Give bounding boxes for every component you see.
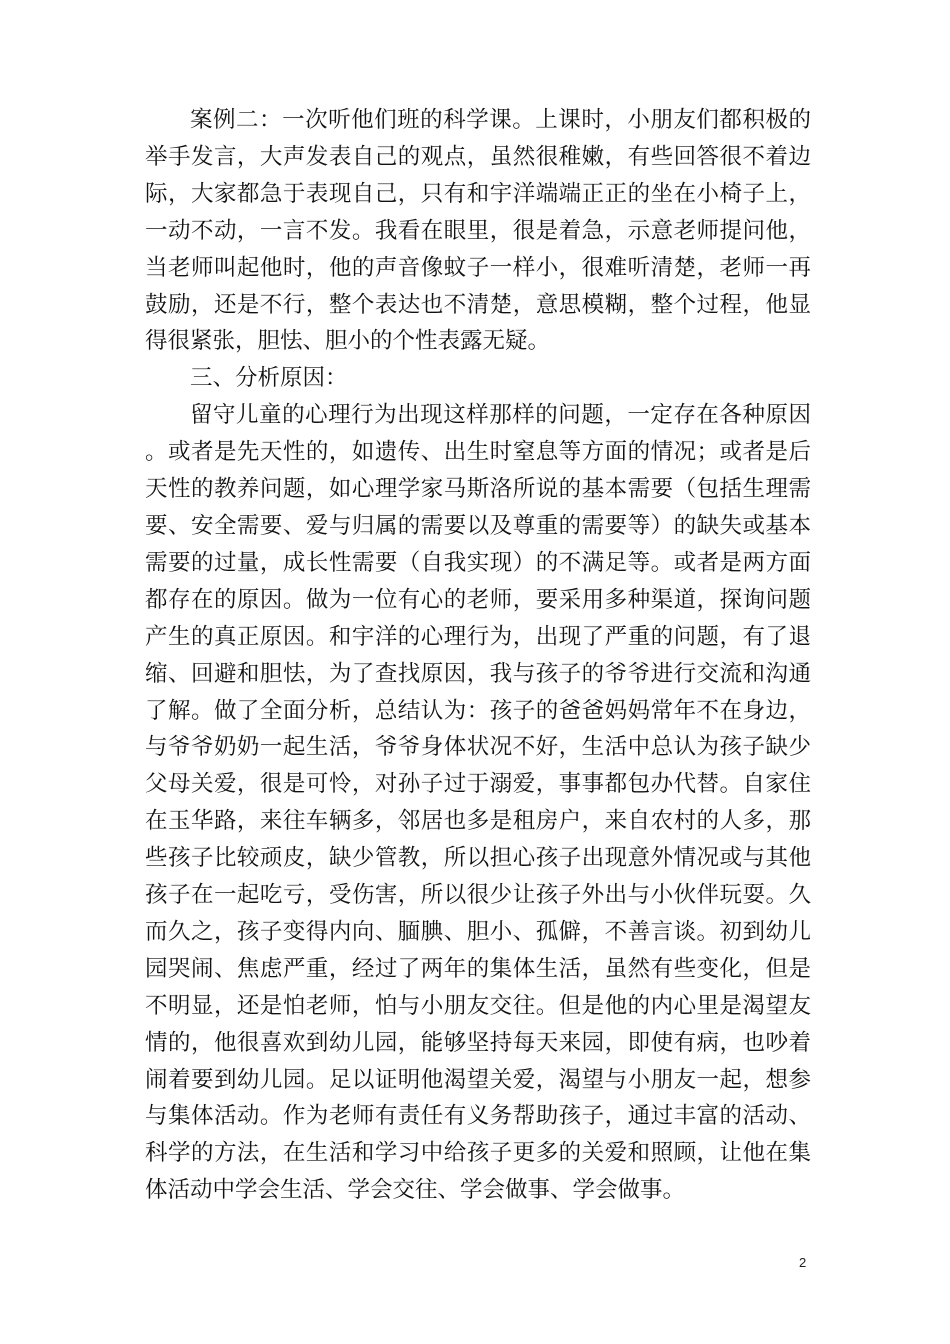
document-page xyxy=(145,102,811,1209)
page-number: 2 xyxy=(799,1255,807,1270)
case-two-paragraph: 案例二：一次听他们班的科学课。上课时，小朋友们都积极的举手发言，大声发表自己的观点，虽然很稚嫩，有些回答很不着边际，大家都急于表现自己，只有和宇洋端端正正的坐在小椅子上，一动不动，一言不发。我看在眼里，很是着急，示意老师提问他，当老师叫起他时，他的声音像蚊子一样小，很难听清楚，老师一再鼓励，还是不行，整个表达也不清楚，意思模糊，整个过程，他显得很紧张，胆怯、胆小的个性表露无疑。 xyxy=(145,107,811,355)
analysis-paragraph: 留守儿童的心理行为出现这样那样的问题，一定存在各种原因。或者是先天性的，如遗传、出生时窒息等方面的情况；或者是后天性的教养问题，如心理学家马斯洛所说的基本需要（包括生理需要、安全需要、爱与归属的需要以及尊重的需要等）的缺失或基本需要的过量，成长性需要（自我实现）的不满足等。或者是两方面都存在的原因。做为一位有心的老师，要采用多种渠道，探询问题产生的真正原因。和宇洋的心理行为，出现了严重的问题，有了退缩、回避和胆怯，为了查找原因，我与孩子的爷爷进行交流和沟通了解。做了全面分析，总结认为：孩子的爸爸妈妈常年不在身边，与爷爷奶奶一起生活，爷爷身体状况不好，生活中总认为孩子缺少父母关爱，很是可怜，对孙子过于溺爱，事事都包办代替。自家住在玉华路，来往车辆多，邻居也多是租房户，来自农村的人多，那些孩子比较顽皮，缺少管教，所以担心孩子出现意外情况或与其他孩子在一起吃亏，受伤害，所以很少让孩子外出与小伙伴玩耍。久而久之，孩子变得内向、腼腆、胆小、孤僻，不善言谈。初到幼儿园哭闹、焦虑严重，经过了两年的集体生活，虽然有些变化，但是不明显，还是怕老师，怕与小朋友交往。但是他的内心里是渴望友情的，他很喜欢到幼儿园，能够坚持每天来园，即使有病，也吵着闹着要到幼儿园。足以证明他渴望关爱，渴望与小朋友一起，想参与集体活动。作为老师有责任有义务帮助孩子，通过丰富的活动、科学的方法，在生活和学习中给孩子更多的关爱和照顾，让他在集体活动中学会生活、学会交往、学会做事、学会做事。 xyxy=(145,402,811,1204)
section-heading: 三、分析原因： xyxy=(190,365,348,392)
